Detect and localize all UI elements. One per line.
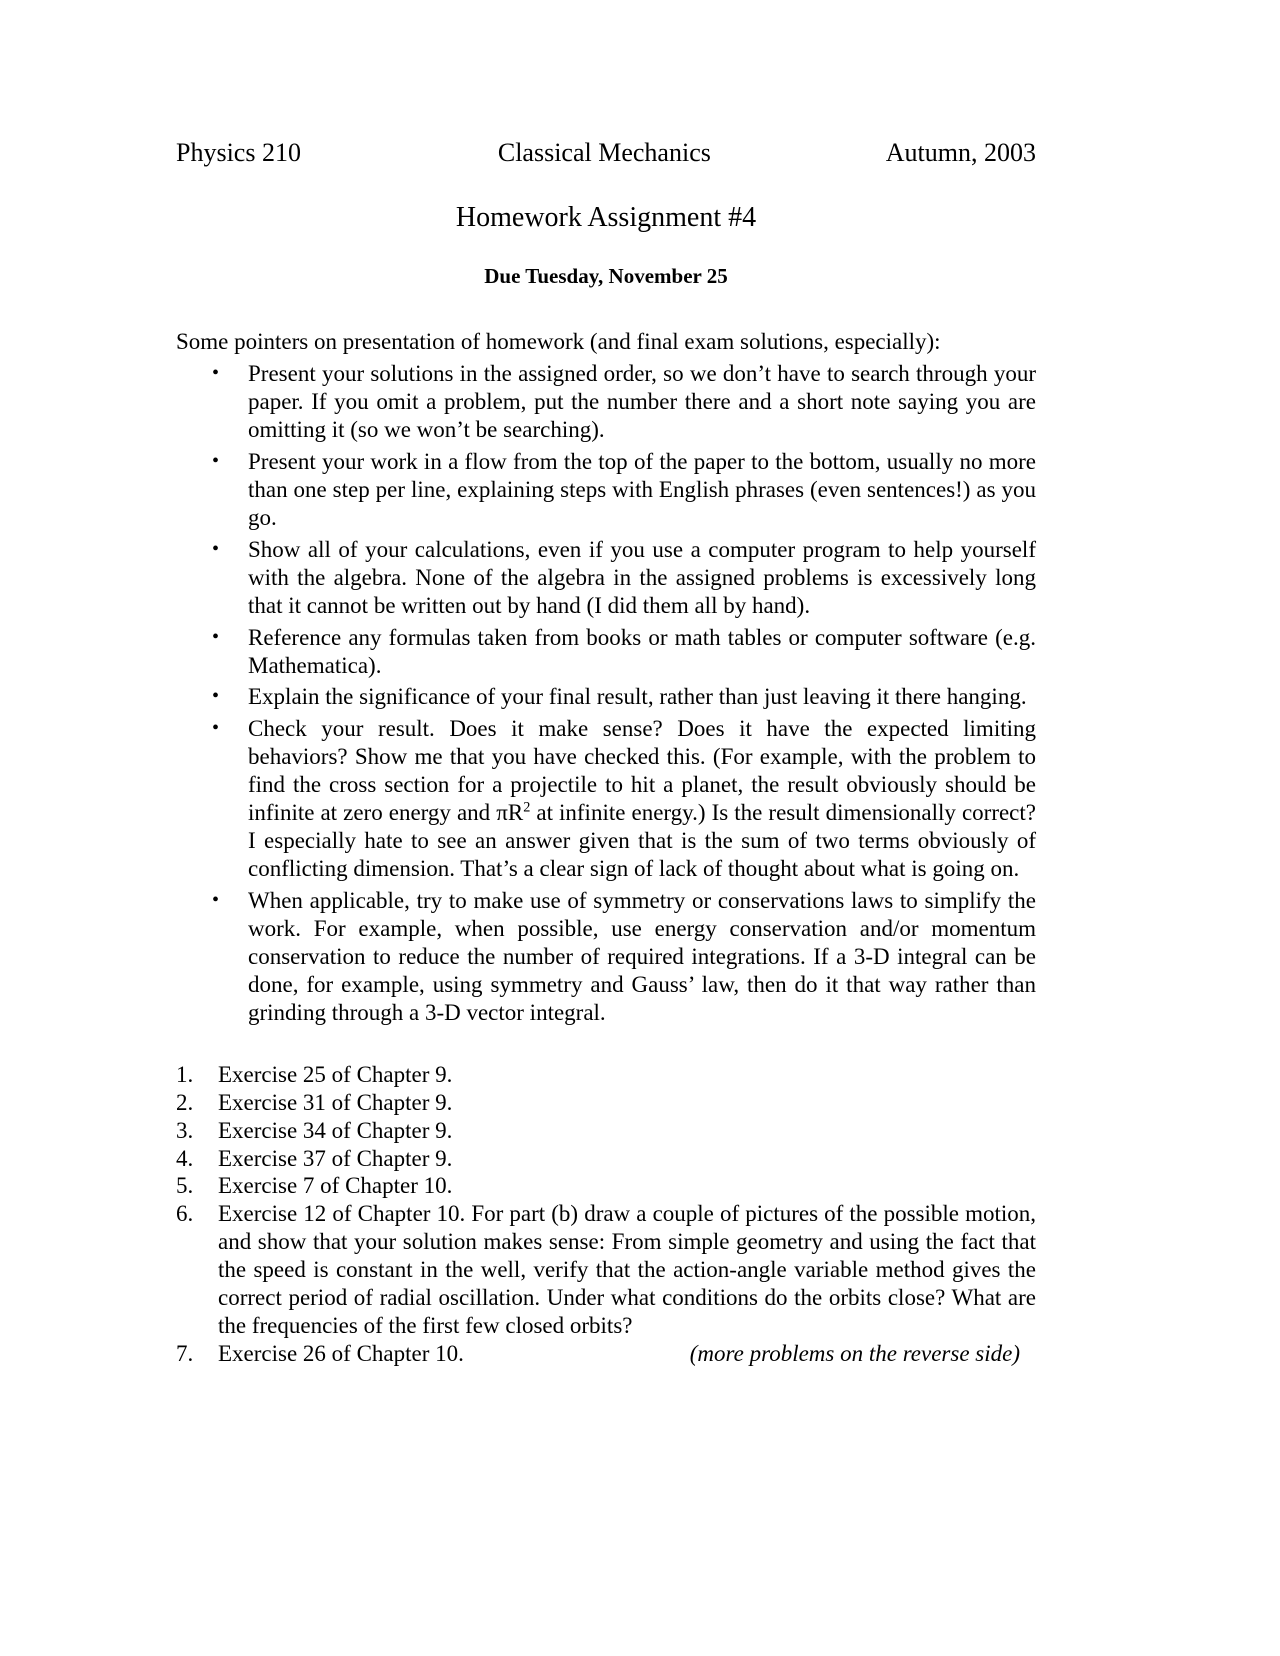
page-title: Homework Assignment #4 [455,201,757,233]
problem-text: Exercise 34 of Chapter 9. [218,1117,453,1143]
bullet-icon: • [212,889,220,912]
course-label: Physics 210 [176,138,301,167]
reverse-side-note: (more problems on the reverse side) [689,1341,1020,1367]
problem-number: 7. [176,1341,194,1367]
problem-number: 4. [176,1145,194,1171]
problem-number: 1. [176,1061,194,1087]
list-item [176,887,1036,1027]
problem-item [176,1117,1036,1145]
check-text-part2: at infinite energy.) Is the result dimensionally correct? I especially hate to see an answer given that is the sum of two terms obviously of conflicting dimension. That’s a clear sign of lack of thought about what is going on. [248,800,1036,882]
document-content [176,138,1036,1368]
bullet-icon: • [212,537,220,560]
subject-label: Classical Mechanics [497,138,711,167]
list-item-text: Show all of your calculations, even if you use a computer program to help yourself with the algebra. None of the algebra in the assigned problems is excessively long that it cannot be written out by hand (I did them all by hand). [248,536,1036,618]
problem-text: Exercise 7 of Chapter 10. [218,1173,453,1199]
problem-number: 5. [176,1173,194,1199]
reverse-note-wrapper [690,1340,1036,1368]
problems-list [176,1061,1036,1368]
exponent-two: 2 [523,799,531,816]
problem-text: Exercise 12 of Chapter 10. For part (b) draw a couple of pictures of the possible motion, and show that your solution makes sense: From simple geometry and using the fact that the speed is constant in the well, verify that the action-angle variable method gives the correct period of radial oscillation. Under what conditions do the orbits close? What are the frequencies of the first few closed orbits? [218,1201,1036,1339]
list-item-text: When applicable, try to make use of symmetry or conservations laws to simplify the work. For example, when possible, use energy conservation and/or momentum conservation to reduce the number of required integrations. If a 3-D integral can be done, for example, using symmetry and Gauss’ law, then do it that way rather than grinding through a 3-D vector integral. [248,888,1036,1025]
list-item [176,360,1036,444]
list-item [176,683,1036,711]
list-item-text: Explain the significance of your final result, rather than just leaving it there hanging. [248,684,1027,710]
bullet-icon: • [212,685,220,708]
bullet-icon: • [212,717,220,740]
check-text-part1: Check your result. Does it make sense? Does it have the expected limiting behaviors? Show me that you have checked this. (For example, with the problem to find the cross section for a projectile to hit a planet, the result obviously should be infinite at zero energy and πR [248,716,1036,826]
problem-number: 6. [176,1201,194,1227]
document-header [176,138,1036,169]
problem-item [176,1061,1036,1089]
problem-number: 2. [176,1089,194,1115]
problem-text: Exercise 25 of Chapter 9. [218,1061,453,1087]
problem-item [176,1089,1036,1117]
pointers-list [176,360,1036,1027]
problem-item [176,1145,1036,1173]
intro-paragraph: Some pointers on presentation of homework (and final exam solutions, especially): [176,329,941,355]
list-item [176,448,1036,532]
problem-text: Exercise 26 of Chapter 10. [218,1341,464,1367]
problem-text: Exercise 31 of Chapter 9. [218,1089,453,1115]
list-item-text: Reference any formulas taken from books or math tables or computer software (e.g. Mathematica). [248,624,1036,678]
list-item-check-result [176,715,1036,883]
list-item-text: Present your work in a flow from the top of the paper to the bottom, usually no more than one step per line, explaining steps with English phrases (even sentences!) as you go. [248,448,1036,530]
term-label: Autumn, 2003 [885,138,1036,167]
due-date: Due Tuesday, November 25 [484,264,728,289]
list-item-text: Present your solutions in the assigned order, so we don’t have to search through your paper. If you omit a problem, put the number there and a short note saying you are omitting it (so we won’t be searching). [248,361,1036,443]
list-item-text [248,715,1036,883]
problem-last-row [218,1340,1036,1368]
list-item [176,536,1036,620]
problem-number: 3. [176,1117,194,1143]
problem-item [176,1200,1036,1340]
problem-text: Exercise 37 of Chapter 9. [218,1145,453,1171]
bullet-icon: • [212,449,220,472]
bullet-icon: • [212,362,220,385]
list-item [176,624,1036,680]
problem-item-last [176,1340,1036,1368]
problem-item [176,1172,1036,1200]
bullet-icon: • [212,625,220,648]
